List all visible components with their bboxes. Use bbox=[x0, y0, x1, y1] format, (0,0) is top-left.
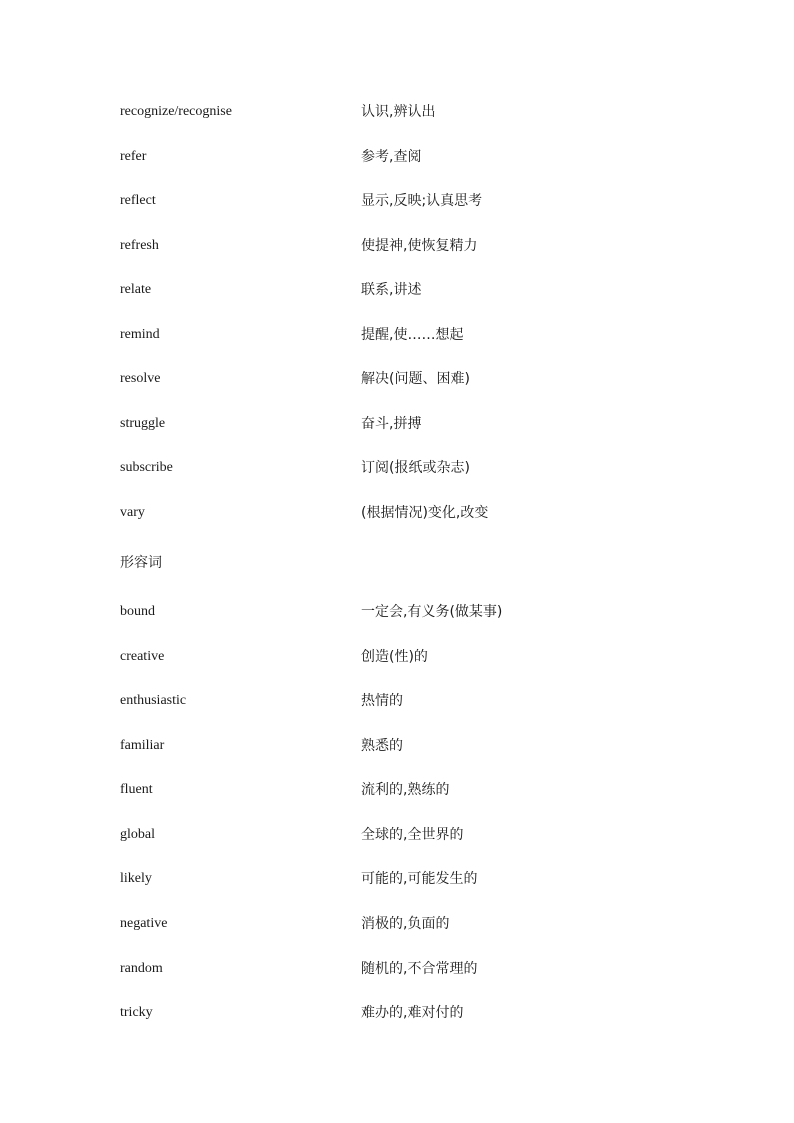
section-heading: 形容词 bbox=[120, 555, 162, 571]
english-word: familiar bbox=[120, 738, 165, 753]
vocab-row bbox=[0, 778, 794, 802]
chinese-meaning: 参考,查阅 bbox=[361, 149, 422, 165]
vocab-row bbox=[0, 323, 794, 347]
chinese-meaning: 创造(性)的 bbox=[361, 649, 428, 665]
vocab-row bbox=[0, 367, 794, 391]
english-word: global bbox=[120, 827, 155, 842]
chinese-meaning: 熟悉的 bbox=[361, 738, 403, 754]
chinese-meaning: 消极的,负面的 bbox=[361, 916, 450, 932]
english-word: negative bbox=[120, 916, 168, 931]
chinese-meaning: 使提神,使恢复精力 bbox=[361, 238, 478, 254]
english-word: resolve bbox=[120, 371, 161, 386]
chinese-meaning: 联系,讲述 bbox=[361, 282, 422, 298]
chinese-meaning: 解决(问题、困难) bbox=[361, 371, 470, 387]
english-word: refer bbox=[120, 149, 147, 164]
vocab-row bbox=[0, 189, 794, 213]
english-word: remind bbox=[120, 327, 160, 342]
vocab-row bbox=[0, 501, 794, 525]
vocab-row bbox=[0, 734, 794, 758]
vocab-row bbox=[0, 456, 794, 480]
vocab-row bbox=[0, 957, 794, 981]
english-word: enthusiastic bbox=[120, 693, 187, 708]
english-word: likely bbox=[120, 871, 152, 886]
english-word: creative bbox=[120, 649, 165, 664]
english-word: tricky bbox=[120, 1005, 153, 1020]
english-word: random bbox=[120, 961, 163, 976]
vocab-row bbox=[0, 912, 794, 936]
vocab-row bbox=[0, 1001, 794, 1025]
vocab-row bbox=[0, 100, 794, 124]
vocab-row bbox=[0, 600, 794, 624]
chinese-meaning: 一定会,有义务(做某事) bbox=[361, 604, 503, 620]
chinese-meaning: 提醒,使……想起 bbox=[361, 327, 464, 343]
chinese-meaning: 显示,反映;认真思考 bbox=[361, 193, 483, 209]
english-word: relate bbox=[120, 282, 152, 297]
chinese-meaning: 热情的 bbox=[361, 693, 403, 709]
vocab-row bbox=[0, 278, 794, 302]
english-word: vary bbox=[120, 505, 145, 520]
chinese-meaning: 奋斗,拼搏 bbox=[361, 416, 422, 432]
english-word: refresh bbox=[120, 238, 159, 253]
english-word: subscribe bbox=[120, 460, 173, 475]
chinese-meaning: (根据情况)变化,改变 bbox=[361, 505, 489, 521]
vocab-row bbox=[0, 145, 794, 169]
chinese-meaning: 订阅(报纸或杂志) bbox=[361, 460, 470, 476]
vocab-row bbox=[0, 689, 794, 713]
english-word: reflect bbox=[120, 193, 156, 208]
english-word: recognize/recognise bbox=[120, 104, 232, 119]
chinese-meaning: 随机的,不合常理的 bbox=[361, 961, 478, 977]
vocab-row bbox=[0, 645, 794, 669]
english-word: fluent bbox=[120, 782, 153, 797]
chinese-meaning: 可能的,可能发生的 bbox=[361, 871, 478, 887]
vocab-row bbox=[0, 823, 794, 847]
chinese-meaning: 流利的,熟练的 bbox=[361, 782, 450, 798]
vocab-row bbox=[0, 867, 794, 891]
english-word: struggle bbox=[120, 416, 166, 431]
vocab-row bbox=[0, 234, 794, 258]
chinese-meaning: 全球的,全世界的 bbox=[361, 827, 464, 843]
vocab-row bbox=[0, 412, 794, 436]
chinese-meaning: 难办的,难对付的 bbox=[361, 1005, 464, 1021]
english-word: bound bbox=[120, 604, 155, 619]
chinese-meaning: 认识,辨认出 bbox=[361, 104, 436, 120]
